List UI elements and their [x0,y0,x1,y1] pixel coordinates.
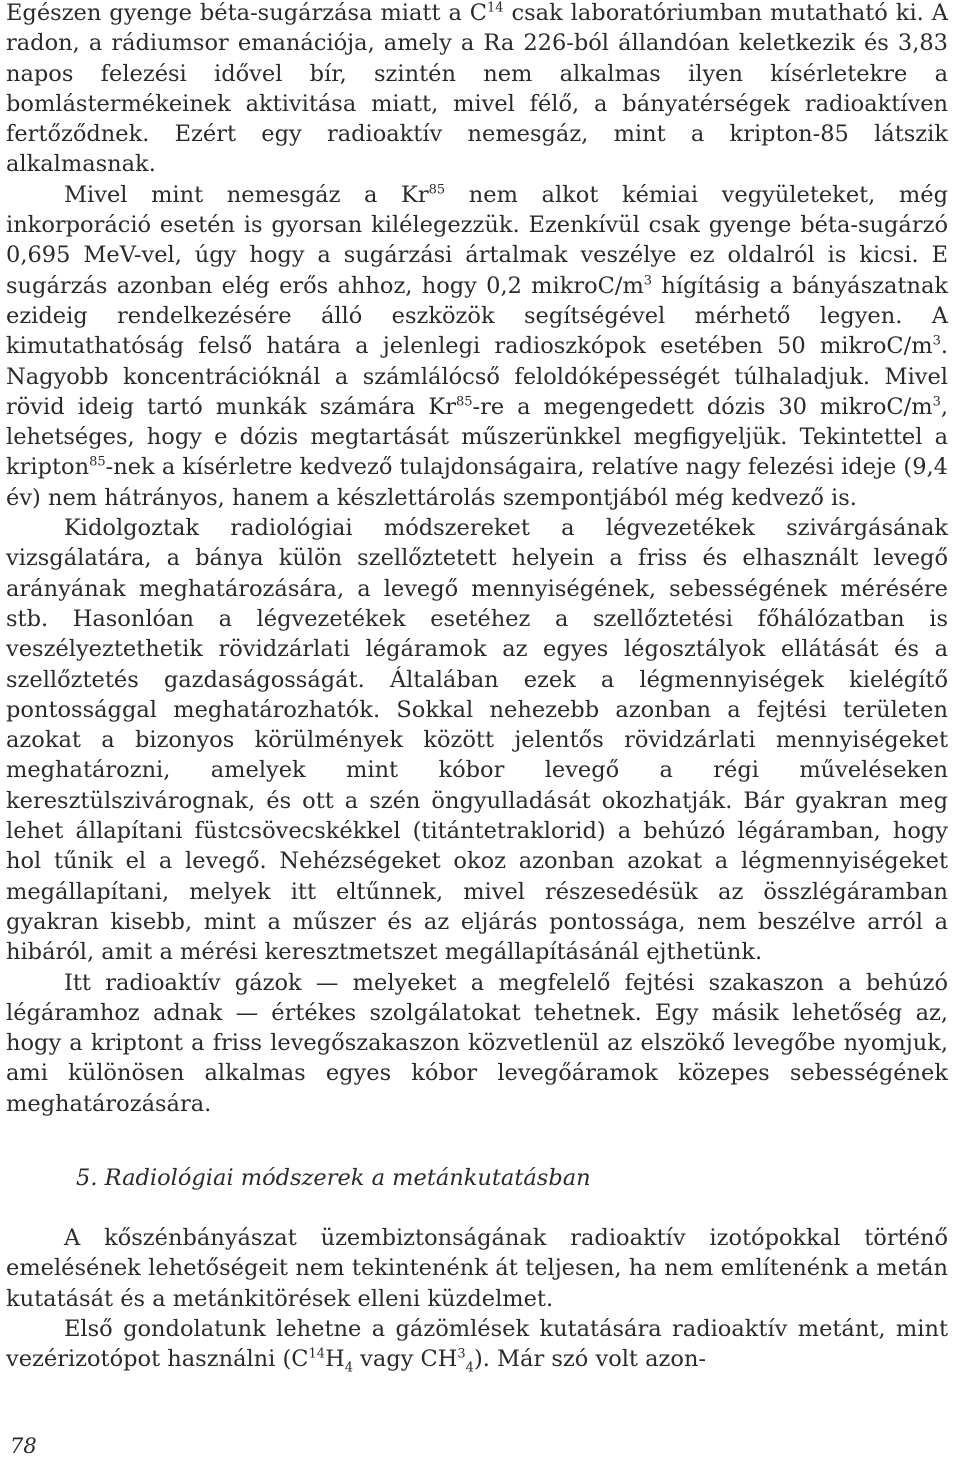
text-run: Egészen gyenge béta-sugárzása miatt a C [6,0,488,26]
superscript: 3 [457,1346,466,1362]
body-text-after-heading [6,1223,948,1374]
text-run: -nek a kísérletre kedvező tulajdonságaira, relatíve nagy felezési ideje (9,4 év) nem hátrányos, hanem a készlettárolás szempontjából még kedvező is. [6,454,948,511]
text-run: vagy CH [352,1346,458,1373]
body-text [6,0,948,1119]
superscript: 14 [487,0,504,16]
superscript: 14 [308,1346,326,1362]
superscript: 85 [456,394,473,410]
superscript: 3 [643,273,653,289]
subscript: 4 [465,1360,474,1376]
paragraph-3 [6,513,948,967]
section-heading: 5. Radiológiai módszerek a metánkutatásban [76,1164,591,1191]
page-number: 78 [10,1434,37,1458]
paragraph-6 [6,1314,948,1375]
text-run: nem alkot kémiai vegyületeket, még inkorporáció esetén is gyorsan kilélegezzük. Ezenkívül csak gyenge béta-sugárzó 0,695 MeV-vel, úgy hogy a sugárzási ártalmak veszélye ez oldalról is kicsi. E sugárzás azonban elég erős ahhoz, hogy 0,2 mikroC/m [6,181,948,299]
text-run: -re a megengedett dózis 30 mikroC/m [472,393,933,420]
superscript: 3 [932,333,941,349]
text-run: Kidolgoztak radiológiai módszereket a légvezetékek szivárgásának vizsgálatára, a bánya külön szellőztetett helyein a friss és elhasznált levegő arányának meghatározására, a levegő mennyiségének, sebességének mérésére stb. Hasonlóan a légvezetékek esetéhez a szellőztetési főhálózatban is veszélyeztethetik rövidzárlati légáramok az egyes légosztályok ellátását és a szellőztetés gazdaságosságát. Általában ezek a légmennyiségek kielégítő pontossággal meghatározhatók. Sokkal nehezebb azonban a fejtési területen azokat a bizonyos körülmények között jelentős rövidzárlati mennyiségeket meghatározni, amelyek mint kóbor levegő a régi műveléseken keresztülszivárognak, és ott a szén öngyulladását okozhatják. Bár gyakran meg lehet állapítani füstcsövecskékkel (titántetraklorid) a behúzó légáramban, hogy hol tűnik el a levegő. Nehézségeket okoz azonban azokat a légmennyiségeket megállapítani, melyek itt eltűnnek, mivel részesedésük az összlégáramban gyakran kisebb, mint a műszer és az eljárás pontossága, nem beszélve arról a hibáról, amit a mérési keresztmetszet megállapításánál ejthetünk. [6,515,948,966]
text-run: , lehetséges, hogy e dózis megtartását műszerünkkel megfigyeljük. Tekintettel a kripton [6,393,948,481]
text-run: Mivel mint nemesgáz a Kr [64,181,429,208]
superscript: 3 [932,394,941,410]
text-run: hígításig a bányászatnak ezideig rendelkezésére álló eszközök segítségével mérhető legyen. A kimutathatóság felső határa a jelenlegi radioszkópok esetében 50 mikroC/m [6,272,948,360]
text-run: Itt radioaktív gázok — melyeket a megfelelő fejtési szakaszon a behúzó légáramhoz adnak — értékes szolgálatokat tehetnek. Egy másik lehetőség az, hogy a kriptont a friss levegőszakaszon közvetlenül az elszökő levegőbe nyomjuk, ami különösen alkalmas egyes kóbor levegőáramok közepes sebességének meghatározására. [6,969,948,1117]
paragraph-5 [6,1223,948,1314]
subscript: 4 [344,1360,353,1376]
text-run: A kőszénbányászat üzembiztonságának radioaktív izotópokkal történő emelésének lehetőségeit nem tekintenénk át teljesen, ha nem említenénk a metán kutatását és a metánkitörések elleni küzdelmet. [6,1224,948,1312]
text-run: H [325,1346,345,1373]
paragraph-2 [6,180,948,513]
superscript: 85 [89,454,106,470]
paragraph-4 [6,968,948,1119]
text-run: . Nagyobb koncentrációknál a számlálócső feloldóképességét túlhaladjuk. Mivel rövid ideig tartó munkák számára Kr [6,333,948,420]
superscript: 85 [428,182,446,198]
text-run: csak laboratóriumban mutatható ki. A radon, a rádiumsor emanációja, amely a Ra 226-ból állandóan keletkezik és 3,83 napos felezési idővel bír, szintén nem alkalmas ilyen kísérletekre a bomlástermékeinek aktivitása miatt, mivel félő, a bányatérségek radioaktíven fertőződnek. Ezért egy radioaktív nemesgáz, mint a kripton-85 látszik alkalmasnak. [6,0,948,178]
paragraph-1 [6,0,948,180]
text-run: ). Már szó volt azon- [473,1346,707,1373]
text-run: Első gondolatunk lehetne a gázömlések kutatására radioaktív metánt, mint vezérizotópot használni (C [6,1315,948,1373]
